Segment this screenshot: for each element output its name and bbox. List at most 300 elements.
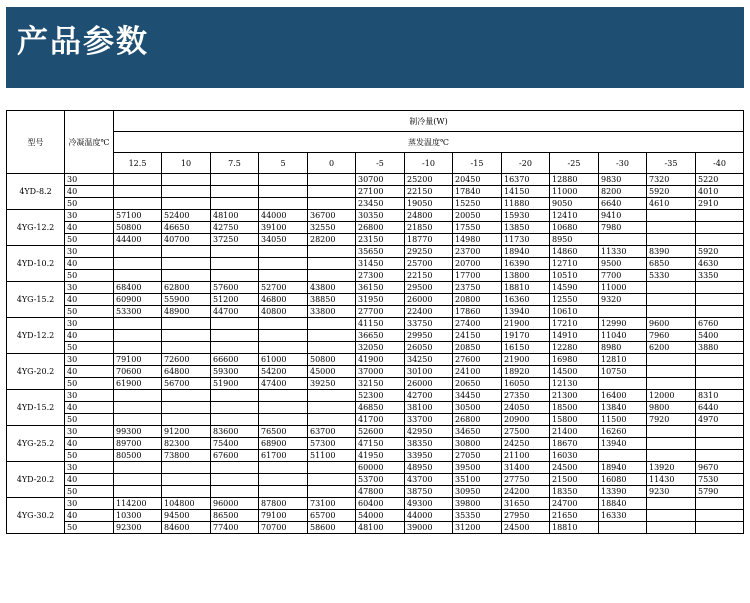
capacity-cell: 37250: [211, 234, 259, 246]
capacity-cell: 9600: [647, 318, 696, 330]
capacity-cell: [647, 498, 696, 510]
capacity-cell: 7700: [599, 270, 647, 282]
capacity-cell: [647, 522, 696, 534]
capacity-cell: 54200: [259, 366, 308, 378]
capacity-cell: [211, 270, 259, 282]
capacity-cell: 12810: [599, 354, 647, 366]
capacity-cell: 96000: [211, 498, 259, 510]
capacity-cell: 27950: [502, 510, 550, 522]
capacity-cell: 7960: [647, 330, 696, 342]
capacity-cell: 35350: [453, 510, 502, 522]
capacity-cell: 39000: [405, 522, 453, 534]
capacity-cell: [162, 246, 211, 258]
capacity-cell: 32550: [308, 222, 356, 234]
capacity-cell: 26000: [405, 294, 453, 306]
capacity-cell: 26000: [405, 378, 453, 390]
capacity-cell: 52400: [162, 210, 211, 222]
capacity-cell: 13390: [599, 486, 647, 498]
capacity-cell: 30800: [453, 438, 502, 450]
capacity-cell: 27050: [453, 450, 502, 462]
capacity-cell: [647, 354, 696, 366]
capacity-cell: [211, 330, 259, 342]
capacity-cell: 52300: [356, 390, 405, 402]
capacity-cell: 27100: [356, 186, 405, 198]
capacity-cell: 7980: [599, 222, 647, 234]
capacity-cell: 17550: [453, 222, 502, 234]
capacity-cell: 18840: [599, 498, 647, 510]
cond-temp-cell: 30: [65, 498, 114, 510]
capacity-cell: 79100: [114, 354, 162, 366]
capacity-cell: [162, 474, 211, 486]
capacity-cell: [114, 342, 162, 354]
capacity-cell: 18810: [502, 282, 550, 294]
capacity-cell: 12410: [550, 210, 599, 222]
capacity-cell: 53300: [114, 306, 162, 318]
cond-temp-cell: 40: [65, 222, 114, 234]
header-banner: [0, 0, 750, 88]
capacity-header: 制冷量(W): [114, 111, 744, 132]
capacity-cell: 21500: [550, 474, 599, 486]
capacity-cell: 13850: [502, 222, 550, 234]
capacity-cell: [647, 450, 696, 462]
cond-temp-cell: 40: [65, 474, 114, 486]
table-row: [7, 342, 744, 354]
capacity-cell: 80500: [114, 450, 162, 462]
capacity-cell: 24200: [502, 486, 550, 498]
capacity-cell: 50800: [308, 354, 356, 366]
capacity-cell: 41150: [356, 318, 405, 330]
capacity-cell: 16390: [502, 258, 550, 270]
capacity-cell: 36700: [308, 210, 356, 222]
capacity-cell: 62800: [162, 282, 211, 294]
capacity-cell: 43800: [308, 282, 356, 294]
capacity-cell: [259, 318, 308, 330]
cond-temp-cell: 50: [65, 198, 114, 210]
capacity-cell: 20050: [453, 210, 502, 222]
capacity-cell: 17840: [453, 186, 502, 198]
cond-temp-cell: 40: [65, 510, 114, 522]
capacity-cell: 5400: [696, 330, 744, 342]
capacity-cell: 10300: [114, 510, 162, 522]
capacity-cell: 29250: [405, 246, 453, 258]
capacity-cell: 99300: [114, 426, 162, 438]
capacity-cell: 34050: [259, 234, 308, 246]
cond-temp-cell: 50: [65, 378, 114, 390]
capacity-cell: 10510: [550, 270, 599, 282]
capacity-cell: [259, 414, 308, 426]
model-name: 4YG-30.2: [7, 498, 65, 534]
table-row: [7, 186, 744, 198]
cond-temp-cell: 50: [65, 450, 114, 462]
spec-table: [6, 110, 744, 534]
capacity-cell: 5790: [696, 486, 744, 498]
capacity-cell: 20800: [453, 294, 502, 306]
capacity-cell: 51900: [211, 378, 259, 390]
capacity-cell: 79100: [259, 510, 308, 522]
capacity-cell: 61700: [259, 450, 308, 462]
capacity-cell: 24700: [550, 498, 599, 510]
evap-temp-label: -20: [502, 153, 550, 174]
capacity-cell: 60000: [356, 462, 405, 474]
table-row: [7, 450, 744, 462]
capacity-cell: 48100: [211, 210, 259, 222]
capacity-cell: 33750: [405, 318, 453, 330]
capacity-cell: 48100: [356, 522, 405, 534]
evap-temp-label: 5: [259, 153, 308, 174]
capacity-cell: 40800: [259, 306, 308, 318]
capacity-cell: [162, 174, 211, 186]
capacity-cell: 73800: [162, 450, 211, 462]
cond-temp-cell: 30: [65, 462, 114, 474]
capacity-cell: [647, 510, 696, 522]
capacity-cell: 31650: [502, 498, 550, 510]
capacity-cell: 11040: [599, 330, 647, 342]
capacity-cell: 24800: [405, 210, 453, 222]
cond-temp-cell: 30: [65, 426, 114, 438]
capacity-cell: 16050: [502, 378, 550, 390]
capacity-cell: 65700: [308, 510, 356, 522]
capacity-cell: 6200: [647, 342, 696, 354]
capacity-cell: [162, 198, 211, 210]
capacity-cell: 50800: [114, 222, 162, 234]
table-row: [7, 402, 744, 414]
capacity-cell: [162, 270, 211, 282]
capacity-cell: [114, 186, 162, 198]
capacity-cell: 73100: [308, 498, 356, 510]
capacity-cell: [647, 210, 696, 222]
capacity-cell: 33700: [405, 414, 453, 426]
capacity-cell: [162, 462, 211, 474]
capacity-cell: 13940: [502, 306, 550, 318]
capacity-cell: 3350: [696, 270, 744, 282]
capacity-cell: [211, 390, 259, 402]
capacity-cell: 29950: [405, 330, 453, 342]
capacity-cell: 22150: [405, 186, 453, 198]
capacity-cell: 51200: [211, 294, 259, 306]
capacity-cell: [162, 318, 211, 330]
capacity-cell: 58600: [308, 522, 356, 534]
capacity-cell: [308, 474, 356, 486]
cond-temp-header: 冷凝温度℃: [65, 111, 114, 174]
table-row: [7, 210, 744, 222]
capacity-cell: 15800: [550, 414, 599, 426]
capacity-cell: [696, 234, 744, 246]
capacity-cell: [696, 522, 744, 534]
capacity-cell: [308, 318, 356, 330]
cond-temp-cell: 50: [65, 306, 114, 318]
capacity-cell: 21300: [550, 390, 599, 402]
capacity-cell: 24100: [453, 366, 502, 378]
table-row: [7, 354, 744, 366]
capacity-cell: [162, 390, 211, 402]
capacity-cell: 91200: [162, 426, 211, 438]
capacity-cell: 39100: [259, 222, 308, 234]
capacity-cell: 16260: [599, 426, 647, 438]
capacity-cell: [647, 222, 696, 234]
capacity-cell: [259, 186, 308, 198]
capacity-cell: 6760: [696, 318, 744, 330]
capacity-cell: 21100: [502, 450, 550, 462]
capacity-cell: 5920: [696, 246, 744, 258]
capacity-cell: [696, 222, 744, 234]
capacity-cell: 19050: [405, 198, 453, 210]
capacity-cell: 54000: [356, 510, 405, 522]
capacity-cell: [211, 258, 259, 270]
capacity-cell: 16080: [599, 474, 647, 486]
capacity-cell: 6850: [647, 258, 696, 270]
capacity-cell: 41700: [356, 414, 405, 426]
capacity-cell: 10610: [550, 306, 599, 318]
capacity-cell: 38750: [405, 486, 453, 498]
capacity-cell: [162, 186, 211, 198]
capacity-cell: 5330: [647, 270, 696, 282]
capacity-cell: 59300: [211, 366, 259, 378]
capacity-cell: 39800: [453, 498, 502, 510]
capacity-cell: [259, 198, 308, 210]
capacity-cell: 47400: [259, 378, 308, 390]
capacity-cell: 27350: [502, 390, 550, 402]
capacity-cell: 8390: [647, 246, 696, 258]
evap-temp-label: 0: [308, 153, 356, 174]
model-header: 型号: [7, 111, 65, 174]
table-row: [7, 438, 744, 450]
capacity-cell: [599, 378, 647, 390]
model-name: 4YG-15.2: [7, 282, 65, 318]
capacity-cell: 9830: [599, 174, 647, 186]
capacity-cell: [162, 402, 211, 414]
capacity-cell: 12710: [550, 258, 599, 270]
cond-temp-cell: 30: [65, 318, 114, 330]
capacity-cell: 2910: [696, 198, 744, 210]
capacity-cell: 27750: [502, 474, 550, 486]
capacity-cell: 25200: [405, 174, 453, 186]
capacity-cell: 31200: [453, 522, 502, 534]
capacity-cell: 7530: [696, 474, 744, 486]
capacity-cell: 16980: [550, 354, 599, 366]
capacity-cell: 24500: [550, 462, 599, 474]
capacity-cell: 51100: [308, 450, 356, 462]
capacity-cell: 21900: [502, 318, 550, 330]
capacity-cell: 11730: [502, 234, 550, 246]
capacity-cell: 31450: [356, 258, 405, 270]
capacity-cell: 31400: [502, 462, 550, 474]
capacity-cell: [114, 402, 162, 414]
capacity-cell: 16400: [599, 390, 647, 402]
evap-temp-label: -25: [550, 153, 599, 174]
capacity-cell: [696, 510, 744, 522]
capacity-cell: 92300: [114, 522, 162, 534]
capacity-cell: 32050: [356, 342, 405, 354]
capacity-cell: 29500: [405, 282, 453, 294]
capacity-cell: 42700: [405, 390, 453, 402]
capacity-cell: 11880: [502, 198, 550, 210]
cond-temp-cell: 30: [65, 246, 114, 258]
capacity-cell: 11430: [647, 474, 696, 486]
capacity-cell: 86500: [211, 510, 259, 522]
capacity-cell: 34650: [453, 426, 502, 438]
capacity-cell: [647, 234, 696, 246]
capacity-cell: [696, 438, 744, 450]
capacity-cell: 87800: [259, 498, 308, 510]
capacity-cell: 9670: [696, 462, 744, 474]
capacity-cell: 47150: [356, 438, 405, 450]
capacity-cell: 18500: [550, 402, 599, 414]
capacity-cell: 8200: [599, 186, 647, 198]
capacity-cell: [114, 462, 162, 474]
capacity-cell: 41900: [356, 354, 405, 366]
capacity-cell: 18920: [502, 366, 550, 378]
capacity-cell: [211, 462, 259, 474]
capacity-cell: 6640: [599, 198, 647, 210]
capacity-cell: 9050: [550, 198, 599, 210]
capacity-cell: 8980: [599, 342, 647, 354]
capacity-cell: 18940: [599, 462, 647, 474]
capacity-cell: 84600: [162, 522, 211, 534]
capacity-cell: [696, 366, 744, 378]
capacity-cell: [114, 246, 162, 258]
capacity-cell: 44400: [114, 234, 162, 246]
capacity-cell: 6440: [696, 402, 744, 414]
capacity-cell: [114, 486, 162, 498]
table-row: [7, 390, 744, 402]
capacity-cell: 9800: [647, 402, 696, 414]
table-row: [7, 222, 744, 234]
cond-temp-cell: 50: [65, 414, 114, 426]
table-row: [7, 510, 744, 522]
capacity-cell: [162, 342, 211, 354]
capacity-cell: 13840: [599, 402, 647, 414]
capacity-cell: 12000: [647, 390, 696, 402]
table-row: [7, 198, 744, 210]
capacity-cell: 14980: [453, 234, 502, 246]
capacity-cell: 16030: [550, 450, 599, 462]
capacity-cell: 18670: [550, 438, 599, 450]
model-name: 4YD-20.2: [7, 462, 65, 498]
capacity-cell: 12990: [599, 318, 647, 330]
capacity-cell: 57100: [114, 210, 162, 222]
cond-temp-cell: 40: [65, 258, 114, 270]
capacity-cell: 42950: [405, 426, 453, 438]
cond-temp-cell: 40: [65, 366, 114, 378]
capacity-cell: 44000: [405, 510, 453, 522]
capacity-cell: 9500: [599, 258, 647, 270]
capacity-cell: 12280: [550, 342, 599, 354]
capacity-cell: 68400: [114, 282, 162, 294]
capacity-cell: 70600: [114, 366, 162, 378]
capacity-cell: 20450: [453, 174, 502, 186]
capacity-cell: [696, 294, 744, 306]
evap-temp-label: -40: [696, 153, 744, 174]
capacity-cell: 37000: [356, 366, 405, 378]
capacity-cell: [696, 306, 744, 318]
capacity-cell: [114, 174, 162, 186]
capacity-cell: 17860: [453, 306, 502, 318]
capacity-cell: 18940: [502, 246, 550, 258]
capacity-cell: 9320: [599, 294, 647, 306]
capacity-cell: 94500: [162, 510, 211, 522]
capacity-cell: 38100: [405, 402, 453, 414]
table-row: [7, 486, 744, 498]
capacity-cell: [308, 270, 356, 282]
capacity-cell: 44000: [259, 210, 308, 222]
table-row: [7, 174, 744, 186]
capacity-cell: 26800: [453, 414, 502, 426]
cond-temp-cell: 40: [65, 402, 114, 414]
capacity-cell: 82300: [162, 438, 211, 450]
capacity-cell: 27300: [356, 270, 405, 282]
capacity-cell: 60400: [356, 498, 405, 510]
capacity-cell: [211, 402, 259, 414]
table-row: [7, 318, 744, 330]
capacity-cell: [211, 318, 259, 330]
capacity-cell: 67600: [211, 450, 259, 462]
capacity-cell: 46650: [162, 222, 211, 234]
capacity-cell: 7920: [647, 414, 696, 426]
capacity-cell: [696, 378, 744, 390]
capacity-cell: 18810: [550, 522, 599, 534]
capacity-cell: 4610: [647, 198, 696, 210]
model-name: 4YD-12.2: [7, 318, 65, 354]
model-name: 4YD-15.2: [7, 390, 65, 426]
capacity-cell: 32150: [356, 378, 405, 390]
capacity-cell: [162, 258, 211, 270]
capacity-cell: 46800: [259, 294, 308, 306]
capacity-cell: [114, 258, 162, 270]
capacity-cell: 21850: [405, 222, 453, 234]
capacity-cell: [308, 486, 356, 498]
capacity-cell: [599, 450, 647, 462]
capacity-cell: 66600: [211, 354, 259, 366]
capacity-cell: 76500: [259, 426, 308, 438]
capacity-cell: 61000: [259, 354, 308, 366]
capacity-cell: 4970: [696, 414, 744, 426]
capacity-cell: 20700: [453, 258, 502, 270]
capacity-cell: 57600: [211, 282, 259, 294]
capacity-cell: 17700: [453, 270, 502, 282]
evap-temp-header: 蒸发温度℃: [114, 132, 744, 153]
cond-temp-cell: 40: [65, 438, 114, 450]
capacity-cell: [308, 402, 356, 414]
capacity-cell: 44700: [211, 306, 259, 318]
capacity-cell: 20850: [453, 342, 502, 354]
capacity-cell: [211, 474, 259, 486]
capacity-cell: 35100: [453, 474, 502, 486]
header-row: [7, 132, 744, 153]
cond-temp-cell: 30: [65, 210, 114, 222]
capacity-cell: [162, 330, 211, 342]
capacity-cell: 21400: [550, 426, 599, 438]
capacity-cell: 52700: [259, 282, 308, 294]
evap-temp-label: -5: [356, 153, 405, 174]
capacity-cell: [114, 318, 162, 330]
evap-temp-label: 12.5: [114, 153, 162, 174]
capacity-cell: [308, 414, 356, 426]
cond-temp-cell: 50: [65, 522, 114, 534]
capacity-cell: 27400: [453, 318, 502, 330]
capacity-cell: [211, 174, 259, 186]
cond-temp-cell: 40: [65, 186, 114, 198]
cond-temp-cell: 30: [65, 174, 114, 186]
table-row: [7, 378, 744, 390]
capacity-cell: 40700: [162, 234, 211, 246]
capacity-cell: [308, 174, 356, 186]
capacity-cell: 24050: [502, 402, 550, 414]
capacity-cell: 42750: [211, 222, 259, 234]
evap-temp-label: 10: [162, 153, 211, 174]
capacity-cell: 5920: [647, 186, 696, 198]
capacity-cell: [308, 462, 356, 474]
capacity-cell: [259, 390, 308, 402]
